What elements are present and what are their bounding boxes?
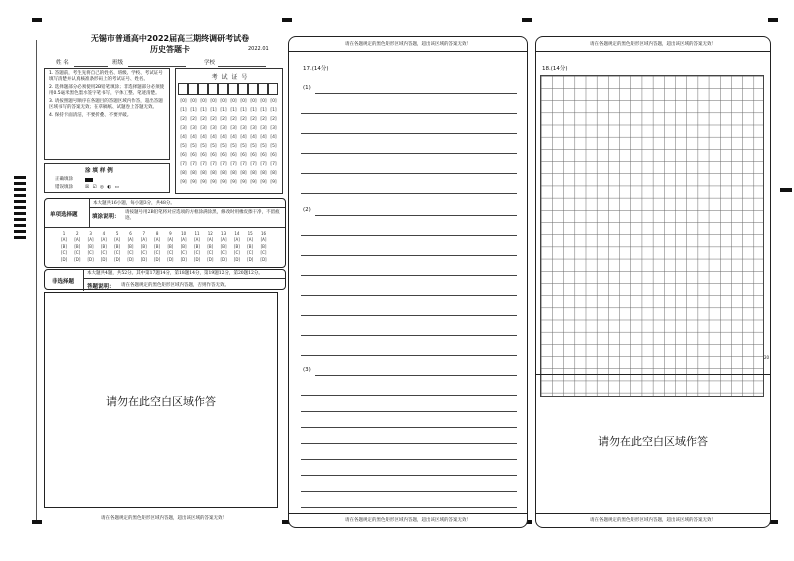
free-response-header bbox=[44, 269, 286, 290]
mcq-option-bubble[interactable]: [A] bbox=[140, 237, 147, 242]
mcq-option-bubble[interactable]: [D] bbox=[233, 256, 240, 262]
q18-writing-grid[interactable] bbox=[540, 75, 764, 397]
side-mark bbox=[780, 188, 792, 192]
correct-fill-label: 正确填涂 bbox=[55, 177, 73, 182]
mcq-question-number: 6 bbox=[129, 231, 132, 236]
exam-id-bubble[interactable]: [4] bbox=[190, 135, 197, 140]
answer-panel-q18 bbox=[535, 36, 771, 528]
answer-line[interactable] bbox=[301, 193, 517, 194]
exam-id-bubble[interactable]: [3] bbox=[250, 126, 257, 131]
mcq-question-number: 15 bbox=[247, 231, 253, 236]
answer-panel-q17 bbox=[288, 36, 528, 528]
mcq-note: 本大题共16小题，每小题3分，共48分。 bbox=[93, 201, 175, 206]
page-subtitle: 历史答题卡 bbox=[150, 45, 190, 54]
mcq-option-bubble[interactable]: [C] bbox=[114, 250, 121, 255]
class-field[interactable] bbox=[128, 66, 186, 67]
exam-id-bubble[interactable]: [7] bbox=[180, 162, 187, 167]
class-label: 班级 bbox=[112, 60, 124, 66]
mcq-option-bubble[interactable]: [B] bbox=[74, 243, 81, 249]
mcq-option-bubble[interactable]: [A] bbox=[180, 237, 187, 242]
mcq-option-bubble[interactable]: [A] bbox=[247, 237, 254, 242]
exam-id-bubble[interactable]: [9] bbox=[210, 180, 217, 185]
exam-id-digit-cell[interactable] bbox=[198, 83, 208, 95]
exam-id-label: 考 试 证 号 bbox=[211, 74, 249, 81]
wrong-fill-marks: ☒ ☑ ◎ ◐ ▭ bbox=[85, 185, 120, 190]
mcq-option-bubble[interactable]: [C] bbox=[127, 250, 134, 255]
answer-line[interactable] bbox=[301, 255, 517, 256]
exam-id-bubble[interactable]: [3] bbox=[200, 126, 207, 131]
exam-id-bubble[interactable]: [0] bbox=[210, 99, 217, 104]
mcq-option-bubble[interactable]: [A] bbox=[154, 237, 161, 242]
exam-id-bubble[interactable]: [8] bbox=[260, 171, 267, 176]
mcq-option-bubble[interactable]: [B] bbox=[87, 243, 94, 249]
grid-corner-count: 20 bbox=[764, 355, 770, 360]
mcq-section bbox=[44, 198, 286, 268]
exam-id-bubble[interactable]: [3] bbox=[270, 126, 277, 131]
free-answer-text: 请在各题规定的黑色矩形区域内答题，否则作答无效。 bbox=[121, 283, 229, 288]
q18-label: 18.(14分) bbox=[542, 66, 568, 72]
mcq-option-bubble[interactable]: [A] bbox=[127, 237, 134, 242]
answer-line[interactable] bbox=[301, 113, 517, 114]
mcq-option-bubble[interactable]: [D] bbox=[87, 256, 94, 262]
mcq-option-bubble[interactable]: [D] bbox=[100, 256, 107, 262]
exam-id-bubble[interactable]: [5] bbox=[190, 144, 197, 149]
page-title: 无锡市普通高中2022届高三期终调研考试卷 bbox=[90, 34, 250, 43]
blank-area bbox=[44, 292, 278, 508]
mcq-question-number: 7 bbox=[142, 231, 146, 236]
exam-id-bubble[interactable]: [7] bbox=[200, 162, 207, 167]
mcq-option-bubble[interactable]: [A] bbox=[87, 237, 94, 242]
mcq-option-bubble[interactable]: [B] bbox=[194, 243, 200, 249]
exam-id-bubble[interactable]: [2] bbox=[240, 117, 247, 122]
mcq-option-bubble[interactable]: [D] bbox=[140, 256, 147, 262]
mcq-option-bubble[interactable]: [B] bbox=[154, 243, 161, 249]
mcq-question-number: 1 bbox=[62, 231, 66, 236]
q17-part1-label: (1) bbox=[303, 85, 311, 91]
exam-id-bubble[interactable]: [1] bbox=[210, 108, 217, 113]
exam-id-bubble[interactable]: [4] bbox=[210, 135, 217, 140]
mcq-option-bubble[interactable]: [C] bbox=[194, 250, 200, 255]
exam-id-bubble[interactable]: [2] bbox=[260, 117, 267, 122]
exam-id-bubble[interactable]: [0] bbox=[200, 99, 207, 104]
exam-id-bubble[interactable]: [6] bbox=[230, 153, 237, 158]
mcq-option-bubble[interactable]: [C] bbox=[207, 250, 214, 255]
exam-id-bubble[interactable]: [5] bbox=[200, 144, 207, 149]
mcq-option-bubble[interactable]: [D] bbox=[193, 256, 201, 262]
mcq-option-bubble[interactable]: [A] bbox=[194, 237, 200, 242]
exam-id-digit-cell[interactable] bbox=[268, 83, 278, 95]
mcq-option-bubble[interactable]: [C] bbox=[260, 250, 267, 255]
exam-id-bubble[interactable]: [3] bbox=[230, 126, 237, 131]
answer-line[interactable] bbox=[301, 275, 517, 276]
answer-line[interactable] bbox=[301, 459, 517, 460]
exam-id-bubble[interactable]: [8] bbox=[210, 171, 217, 176]
instruction-item: 4. 保持卡面清洁，不要折叠、不要弄破。 bbox=[49, 113, 132, 118]
school-field[interactable] bbox=[218, 66, 266, 67]
exam-id-bubble[interactable]: [1] bbox=[190, 108, 197, 113]
mcq-question-number: 5 bbox=[115, 231, 119, 236]
exam-id-digit-cell[interactable] bbox=[188, 83, 198, 95]
exam-id-bubble[interactable]: [3] bbox=[240, 126, 247, 131]
exam-id-bubble[interactable]: [5] bbox=[260, 144, 267, 149]
mcq-option-bubble[interactable]: [B] bbox=[220, 243, 227, 249]
exam-id-bubble[interactable]: [4] bbox=[230, 135, 237, 140]
exam-id-cells[interactable] bbox=[178, 83, 278, 95]
answer-line[interactable] bbox=[315, 93, 517, 94]
exam-id-bubble[interactable]: [1] bbox=[260, 108, 267, 113]
q17-answer-lines[interactable] bbox=[289, 37, 527, 513]
exam-id-bubble[interactable]: [1] bbox=[240, 108, 247, 113]
mcq-option-bubble[interactable]: [C] bbox=[154, 250, 161, 255]
exam-id-bubble[interactable]: [2] bbox=[230, 117, 237, 122]
margin-rule bbox=[36, 40, 37, 520]
answer-line[interactable] bbox=[301, 443, 517, 444]
mcq-option-bubble[interactable]: [C] bbox=[87, 250, 94, 255]
exam-id-bubble[interactable]: [0] bbox=[260, 99, 267, 104]
exam-id-bubble[interactable]: [6] bbox=[270, 153, 277, 158]
mcq-option-bubble[interactable]: [D] bbox=[60, 256, 68, 262]
mcq-option-bubble[interactable]: [A] bbox=[220, 237, 227, 242]
exam-id-bubble[interactable]: [5] bbox=[240, 144, 247, 149]
exam-id-bubble[interactable]: [0] bbox=[190, 99, 197, 104]
mcq-option-bubble[interactable]: [B] bbox=[61, 243, 67, 249]
mcq-option-bubble[interactable]: [A] bbox=[74, 237, 81, 242]
mcq-option-bubble[interactable]: [C] bbox=[100, 250, 107, 255]
mcq-option-bubble[interactable]: [C] bbox=[140, 250, 147, 255]
exam-id-bubble[interactable]: [4] bbox=[200, 135, 207, 140]
mcq-question-number: 16 bbox=[260, 231, 267, 236]
mcq-option-bubble[interactable]: [B] bbox=[247, 243, 254, 249]
top-warning: 请在各题规定的黑色矩形区域内答题，超出该区域的答案无效！ bbox=[590, 42, 716, 47]
exam-id-bubble[interactable]: [5] bbox=[210, 144, 217, 149]
answer-line[interactable] bbox=[301, 475, 517, 476]
exam-id-bubble[interactable]: [2] bbox=[250, 117, 257, 122]
mcq-option-bubble[interactable]: [C] bbox=[167, 250, 174, 255]
exam-id-bubble[interactable]: [2] bbox=[210, 117, 217, 122]
exam-id-bubble[interactable]: [9] bbox=[220, 180, 227, 185]
answer-line[interactable] bbox=[301, 315, 517, 316]
exam-id-bubble[interactable]: [9] bbox=[190, 180, 197, 185]
mcq-option-bubble[interactable]: [A] bbox=[61, 237, 67, 242]
exam-id-bubble[interactable]: [6] bbox=[200, 153, 207, 158]
exam-id-bubble[interactable]: [8] bbox=[200, 171, 207, 176]
exam-id-bubble[interactable]: [9] bbox=[230, 180, 237, 185]
exam-id-bubble[interactable]: [2] bbox=[220, 117, 227, 122]
mcq-question-number: 11 bbox=[194, 231, 200, 236]
bottom-warning: 请在各题规定的黑色矩形区域内答题，超出该区域的答案无效！ bbox=[590, 518, 716, 523]
exam-id-bubble[interactable]: [7] bbox=[190, 162, 197, 167]
answer-line[interactable] bbox=[301, 411, 517, 412]
exam-id-bubble[interactable]: [1] bbox=[230, 108, 237, 113]
wrong-fill-label: 错误填涂 bbox=[55, 185, 73, 190]
mcq-question-number: 8 bbox=[155, 231, 159, 236]
exam-id-bubble[interactable]: [7] bbox=[250, 162, 257, 167]
exam-id-digit-cell[interactable] bbox=[238, 83, 248, 95]
free-answer-label: 答题说明： bbox=[87, 284, 115, 290]
free-title: 非选择题 bbox=[52, 279, 75, 285]
answer-line[interactable] bbox=[301, 427, 517, 428]
exam-id-bubble[interactable]: [2] bbox=[180, 117, 187, 122]
exam-id-bubble[interactable]: [4] bbox=[180, 135, 187, 140]
exam-id-bubble[interactable]: [1] bbox=[180, 108, 187, 113]
exam-id-bubble[interactable]: [6] bbox=[250, 153, 257, 158]
exam-id-bubble[interactable]: [4] bbox=[240, 135, 247, 140]
exam-id-bubble[interactable]: [9] bbox=[200, 180, 207, 185]
bottom-warning: 请在各题规定的黑色矩形区域内答题，超出该区域的答案无效！ bbox=[345, 518, 471, 523]
exam-id-bubble[interactable]: [0] bbox=[180, 99, 187, 104]
mcq-option-bubble[interactable]: [C] bbox=[180, 250, 187, 255]
exam-id-bubble[interactable]: [4] bbox=[250, 135, 257, 140]
exam-id-bubble[interactable]: [1] bbox=[250, 108, 257, 113]
exam-id-bubble[interactable]: [8] bbox=[250, 171, 257, 176]
mcq-option-bubble[interactable]: [C] bbox=[61, 250, 67, 255]
mcq-option-bubble[interactable]: [D] bbox=[180, 256, 187, 262]
mcq-question-number: 4 bbox=[102, 231, 106, 236]
exam-id-bubble[interactable]: [0] bbox=[230, 99, 237, 104]
registration-mark bbox=[32, 18, 42, 22]
mcq-option-bubble[interactable]: [B] bbox=[260, 243, 267, 249]
exam-id-digit-cell[interactable] bbox=[248, 83, 258, 95]
q17-part2-label: (2) bbox=[303, 207, 311, 213]
mcq-question-number: 3 bbox=[89, 231, 92, 236]
mcq-question-number: 10 bbox=[181, 231, 187, 236]
answer-line[interactable] bbox=[315, 375, 517, 376]
fill-example bbox=[44, 163, 170, 193]
exam-id-bubble[interactable]: [3] bbox=[180, 126, 187, 131]
exam-id-digit-cell[interactable] bbox=[178, 83, 188, 95]
exam-id-bubble[interactable]: [9] bbox=[250, 180, 257, 185]
mcq-option-bubble[interactable]: [D] bbox=[247, 256, 254, 262]
mcq-title: 单项选择题 bbox=[50, 212, 78, 218]
mcq-option-bubble[interactable]: [C] bbox=[233, 250, 240, 255]
exam-id-bubble[interactable]: [1] bbox=[220, 108, 227, 113]
mcq-option-bubble[interactable]: [D] bbox=[167, 256, 174, 262]
free-note: 本大题共4题，共52分。其中第17题14分，第18题14分，第19题12分，第20题12分。 bbox=[87, 271, 263, 276]
exam-id-bubbles[interactable] bbox=[178, 99, 282, 193]
mcq-question-number: 2 bbox=[76, 231, 79, 236]
exam-id-bubble[interactable]: [3] bbox=[220, 126, 227, 131]
exam-id-bubble[interactable]: [4] bbox=[260, 135, 267, 140]
mcq-option-bubble[interactable]: [D] bbox=[74, 256, 81, 262]
exam-id-bubble[interactable]: [0] bbox=[250, 99, 257, 104]
mcq-grid[interactable] bbox=[59, 231, 279, 265]
exam-id-bubble[interactable]: [6] bbox=[240, 153, 247, 158]
exam-id-bubble[interactable]: [5] bbox=[220, 144, 227, 149]
exam-id-bubble[interactable]: [1] bbox=[270, 108, 277, 113]
exam-id-bubble[interactable]: [5] bbox=[180, 144, 187, 149]
mcq-option-bubble[interactable]: [B] bbox=[180, 243, 187, 249]
exam-id-digit-cell[interactable] bbox=[258, 83, 268, 95]
instruction-item: 3. 请按照题号顺序在各题目的答题区域内作答，超出答题区域书写的答案无效；在草稿纸、试题卷上答题无效。 bbox=[49, 99, 163, 110]
exam-date: 2022.01 bbox=[248, 46, 269, 52]
answer-line[interactable] bbox=[301, 133, 517, 134]
mcq-option-bubble[interactable]: [C] bbox=[74, 250, 81, 255]
instructions-box bbox=[44, 68, 170, 160]
answer-line[interactable] bbox=[301, 395, 517, 396]
exam-id-bubble[interactable]: [8] bbox=[190, 171, 197, 176]
answer-line[interactable] bbox=[301, 173, 517, 174]
exam-id-bubble[interactable]: [3] bbox=[190, 126, 197, 131]
mcq-option-bubble[interactable]: [D] bbox=[153, 256, 161, 262]
exam-id-box bbox=[175, 68, 283, 194]
exam-id-bubble[interactable]: [7] bbox=[220, 162, 227, 167]
mcq-option-bubble[interactable]: [B] bbox=[100, 243, 107, 249]
mcq-fill-label: 填涂说明： bbox=[92, 214, 120, 220]
exam-id-bubble[interactable]: [8] bbox=[230, 171, 237, 176]
mcq-option-bubble[interactable]: [B] bbox=[167, 243, 174, 249]
bottom-warning: 请在各题规定的黑色矩形区域内答题，超出该区域的答案无效！ bbox=[101, 516, 227, 521]
exam-id-bubble[interactable]: [6] bbox=[210, 153, 217, 158]
fill-example-title: 涂 填 样 例 bbox=[85, 168, 113, 174]
mcq-question-number: 9 bbox=[169, 231, 172, 236]
exam-id-bubble[interactable]: [7] bbox=[210, 162, 217, 167]
answer-line[interactable] bbox=[301, 153, 517, 154]
exam-id-bubble[interactable]: [9] bbox=[260, 180, 267, 185]
mcq-option-bubble[interactable]: [A] bbox=[207, 237, 214, 242]
answer-line[interactable] bbox=[315, 215, 517, 216]
registration-mark bbox=[32, 520, 42, 524]
mcq-option-bubble[interactable]: [B] bbox=[140, 243, 147, 249]
instruction-item: 1. 答题前，考生先将自己的姓名、班级、学校、考试证号填写清楚并认真核准条形码上的考试证号、姓名。 bbox=[49, 71, 163, 82]
exam-id-bubble[interactable]: [6] bbox=[180, 153, 187, 158]
mcq-option-bubble[interactable]: [C] bbox=[247, 250, 254, 255]
exam-id-bubble[interactable]: [6] bbox=[260, 153, 267, 158]
exam-id-bubble[interactable]: [0] bbox=[240, 99, 247, 104]
exam-id-bubble[interactable]: [9] bbox=[240, 180, 247, 185]
correct-fill-mark bbox=[85, 178, 93, 182]
exam-id-bubble[interactable]: [3] bbox=[260, 126, 267, 131]
exam-id-digit-cell[interactable] bbox=[218, 83, 228, 95]
mcq-option-bubble[interactable]: [A] bbox=[167, 237, 174, 242]
mcq-option-bubble[interactable]: [A] bbox=[114, 237, 121, 242]
mcq-option-bubble[interactable]: [B] bbox=[114, 243, 121, 249]
answer-line[interactable] bbox=[301, 335, 517, 336]
registration-mark bbox=[768, 18, 778, 22]
top-warning: 请在各题规定的黑色矩形区域内答题，超出该区域的答案无效！ bbox=[345, 42, 471, 47]
exam-id-bubble[interactable]: [9] bbox=[180, 180, 187, 185]
mcq-question-number: 12 bbox=[207, 231, 213, 236]
exam-id-bubble[interactable]: [2] bbox=[200, 117, 207, 122]
blank-area-warning: 请勿在此空白区域作答 bbox=[106, 395, 216, 408]
exam-id-bubble[interactable]: [7] bbox=[270, 162, 277, 167]
exam-id-bubble[interactable]: [6] bbox=[220, 153, 227, 158]
q17-part3-label: (3) bbox=[303, 367, 311, 373]
exam-id-bubble[interactable]: [1] bbox=[200, 108, 207, 113]
exam-id-bubble[interactable]: [4] bbox=[220, 135, 227, 140]
answer-line[interactable] bbox=[301, 491, 517, 492]
answer-line[interactable] bbox=[301, 507, 517, 508]
name-field[interactable] bbox=[74, 66, 108, 67]
exam-id-bubble[interactable]: [2] bbox=[270, 117, 277, 122]
name-label: 姓 名 bbox=[56, 60, 69, 66]
timing-marks bbox=[14, 176, 26, 240]
exam-id-digit-cell[interactable] bbox=[208, 83, 218, 95]
answer-line[interactable] bbox=[301, 295, 517, 296]
exam-id-bubble[interactable]: [7] bbox=[240, 162, 247, 167]
exam-id-digit-cell[interactable] bbox=[228, 83, 238, 95]
exam-id-bubble[interactable]: [5] bbox=[250, 144, 257, 149]
mcq-option-bubble[interactable]: [B] bbox=[127, 243, 134, 249]
instruction-item: 2. 选择题部分必须使用2B铅笔填涂；非选择题部分必须使用0.5毫米黑色墨水签字笔书写，字体工整、笔迹清楚。 bbox=[49, 85, 165, 96]
registration-mark bbox=[282, 18, 292, 22]
answer-line[interactable] bbox=[301, 355, 517, 356]
exam-id-bubble[interactable]: [5] bbox=[270, 144, 277, 149]
exam-id-bubble[interactable]: [6] bbox=[190, 153, 197, 158]
exam-id-bubble[interactable]: [0] bbox=[220, 99, 227, 104]
mcq-option-bubble[interactable]: [A] bbox=[260, 237, 267, 242]
q17-label: 17.(14分) bbox=[303, 66, 329, 72]
mcq-fill-text: 请按题号用2B铅笔将对应选项的方框涂满涂黑，修改时用橡皮擦干净，不留痕迹。 bbox=[125, 210, 280, 221]
blank-area-warning: 请勿在此空白区域作答 bbox=[598, 435, 708, 448]
exam-id-bubble[interactable]: [0] bbox=[270, 99, 277, 104]
exam-id-bubble[interactable]: [9] bbox=[270, 180, 277, 185]
exam-id-bubble[interactable]: [7] bbox=[230, 162, 237, 167]
mcq-option-bubble[interactable]: [C] bbox=[220, 250, 227, 255]
registration-mark bbox=[522, 18, 532, 22]
mcq-question-number: 14 bbox=[234, 231, 240, 236]
mcq-option-bubble[interactable]: [D] bbox=[260, 256, 267, 262]
mcq-option-bubble[interactable]: [D] bbox=[127, 256, 134, 262]
answer-line[interactable] bbox=[301, 235, 517, 236]
exam-id-bubble[interactable]: [2] bbox=[190, 117, 197, 122]
mcq-option-bubble[interactable]: [D] bbox=[220, 256, 227, 262]
exam-id-bubble[interactable]: [4] bbox=[270, 135, 277, 140]
exam-id-bubble[interactable]: [5] bbox=[230, 144, 237, 149]
mcq-option-bubble[interactable]: [A] bbox=[233, 237, 240, 242]
exam-id-bubble[interactable]: [8] bbox=[180, 171, 187, 176]
exam-id-bubble[interactable]: [8] bbox=[240, 171, 247, 176]
exam-id-bubble[interactable]: [8] bbox=[270, 171, 277, 176]
mcq-option-bubble[interactable]: [D] bbox=[207, 256, 214, 262]
mcq-question-number: 13 bbox=[221, 231, 227, 236]
school-label: 学校 bbox=[204, 60, 216, 66]
mcq-option-bubble[interactable]: [A] bbox=[100, 237, 107, 242]
mcq-option-bubble[interactable]: [B] bbox=[207, 243, 214, 249]
mcq-option-bubble[interactable]: [B] bbox=[233, 243, 240, 249]
exam-id-bubble[interactable]: [3] bbox=[210, 126, 217, 131]
exam-id-bubble[interactable]: [7] bbox=[260, 162, 267, 167]
exam-id-bubble[interactable]: [8] bbox=[220, 171, 227, 176]
mcq-option-bubble[interactable]: [D] bbox=[114, 256, 121, 262]
